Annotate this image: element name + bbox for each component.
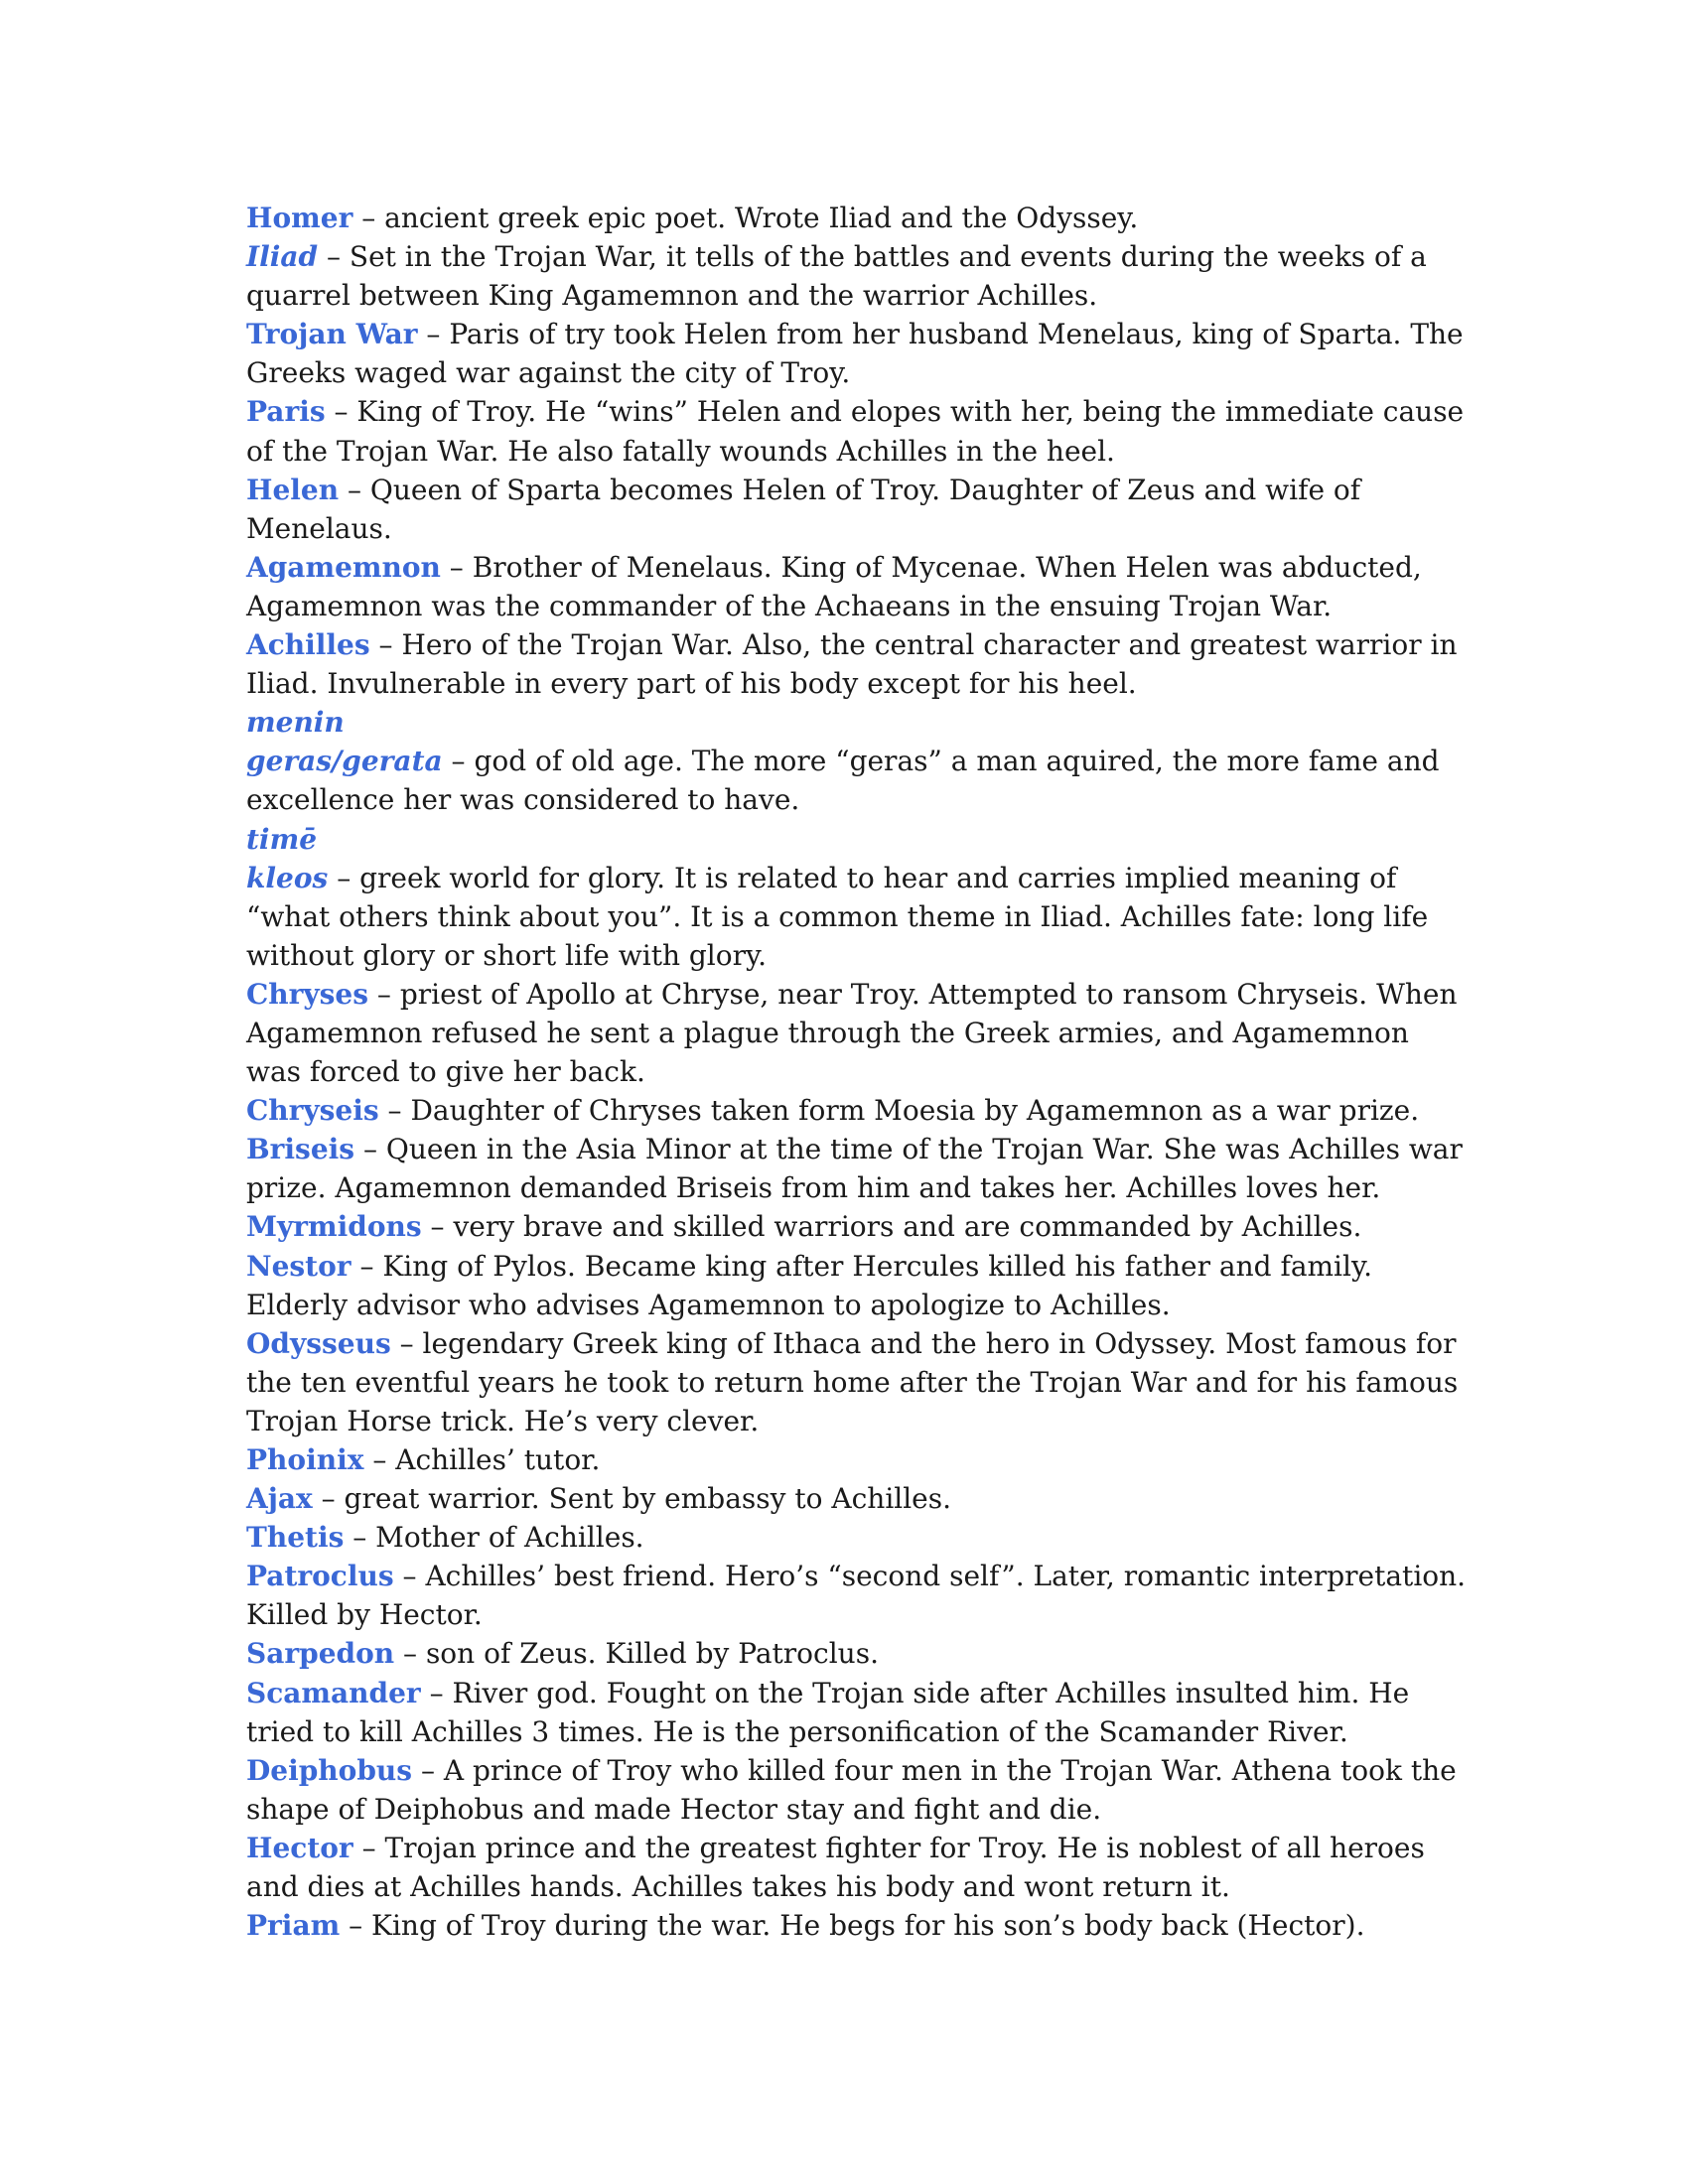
entry-sarpedon — [246, 1634, 1468, 1673]
term: Agamemnon — [246, 550, 441, 584]
entry-briseis — [246, 1130, 1468, 1207]
separator: – — [390, 1326, 423, 1360]
separator: – — [420, 1676, 453, 1709]
separator: – — [312, 1482, 345, 1516]
entry-paris — [246, 392, 1468, 470]
definition: Hero of the Trojan War. Also, the central character and greatest warrior in Iliad. Invulnerable in every part of his body except for his heel. — [246, 628, 1458, 701]
term: Iliad — [246, 240, 319, 274]
term: Priam — [246, 1909, 341, 1943]
term: Sarpedon — [246, 1637, 395, 1671]
definition: very brave and skilled warriors and are commanded by Achilles. — [453, 1210, 1362, 1244]
definition: Set in the Trojan War, it tells of the battles and events during the weeks of a quarrel between King Agamemnon and the warrior Achilles. — [246, 240, 1427, 313]
term: timē — [246, 822, 318, 856]
entry-deiphobus — [246, 1751, 1468, 1829]
definition: priest of Apollo at Chryse, near Troy. Attempted to ransom Chryseis. When Agamemnon refused he sent a plague through the Greek armies, and Agamemnon was forced to give her back. — [246, 977, 1458, 1089]
term: Patroclus — [246, 1560, 394, 1593]
separator: – — [378, 1094, 411, 1128]
term: geras/gerata — [246, 745, 443, 778]
definition: great warrior. Sent by embassy to Achilles. — [344, 1482, 952, 1516]
term: Chryseis — [246, 1094, 379, 1128]
definition: King of Pylos. Became king after Hercules killed his father and family. Elderly advisor who advises Agamemnon to apologize to Achilles. — [246, 1249, 1372, 1321]
separator: – — [417, 318, 450, 351]
entry-ajax — [246, 1479, 1468, 1518]
definition: King of Troy. He “wins” Helen and elopes with her, being the immediate cause of the Trojan War. He also fatally wounds Achilles in the heel. — [246, 395, 1465, 468]
separator: – — [351, 1249, 383, 1283]
entry-geras — [246, 742, 1468, 819]
separator: – — [412, 1753, 444, 1787]
definition: Achilles’ best friend. Hero’s “second self”. Later, romantic interpretation. Killed by Hector. — [246, 1560, 1467, 1632]
term: Paris — [246, 395, 326, 429]
separator: – — [393, 1560, 426, 1593]
separator: – — [440, 550, 473, 584]
definition: Brother of Menelaus. King of Mycenae. When Helen was abducted, Agamemnon was the commander of the Achaeans in the ensuing Trojan War. — [246, 550, 1422, 622]
term: Odysseus — [246, 1326, 391, 1360]
term: Briseis — [246, 1133, 355, 1166]
term: Phoinix — [246, 1443, 364, 1476]
separator: – — [339, 473, 370, 506]
entry-thetis — [246, 1518, 1468, 1557]
definition: son of Zeus. Killed by Patroclus. — [425, 1637, 879, 1671]
separator: – — [394, 1637, 426, 1671]
entry-menin — [246, 703, 1468, 742]
term: Chryses — [246, 977, 369, 1011]
separator: – — [325, 395, 357, 429]
term: Thetis — [246, 1521, 345, 1555]
term: Trojan War — [246, 318, 418, 351]
entry-agamemnon — [246, 548, 1468, 625]
separator: – — [354, 1133, 386, 1166]
separator: – — [369, 628, 402, 662]
entry-time — [246, 820, 1468, 859]
entry-nestor — [246, 1247, 1468, 1324]
definition: Mother of Achilles. — [375, 1521, 644, 1555]
term: kleos — [246, 861, 329, 894]
definition: greek world for glory. It is related to hear and carries implied meaning of “what others think about you”. It is a common theme in Iliad. Achilles fate: long life without glory or short life with glory. — [246, 861, 1429, 972]
term: Scamander — [246, 1676, 421, 1709]
entry-myrmidons — [246, 1207, 1468, 1246]
definition: Trojan prince and the greatest fighter for Troy. He is noblest of all heroes and dies at Achilles hands. Achilles takes his body and wont return it. — [246, 1831, 1425, 1904]
term: Deiphobus — [246, 1753, 413, 1787]
entry-odysseus — [246, 1324, 1468, 1440]
definition: god of old age. The more “geras” a man aquired, the more fame and excellence her was considered to have. — [246, 745, 1440, 817]
definition: Achilles’ tutor. — [395, 1443, 601, 1476]
entry-achilles — [246, 625, 1468, 703]
separator: – — [318, 240, 350, 274]
entry-chryseis — [246, 1091, 1468, 1130]
definition: Daughter of Chryses taken form Moesia by Agamemnon as a war prize. — [410, 1094, 1420, 1128]
separator: – — [363, 1443, 396, 1476]
definition: legendary Greek king of Ithaca and the hero in Odyssey. Most famous for the ten eventful years he took to return home after the Trojan War and for his famous Trojan Horse trick. He’s very clever. — [246, 1326, 1459, 1437]
entry-hector — [246, 1829, 1468, 1906]
entry-scamander — [246, 1674, 1468, 1751]
separator: – — [328, 861, 360, 894]
term: Achilles — [246, 628, 370, 662]
entry-iliad — [246, 237, 1468, 315]
entry-homer — [246, 199, 1468, 237]
definition: River god. Fought on the Trojan side after Achilles insulted him. He tried to kill Achilles 3 times. He is the personification of the Scamander River. — [246, 1676, 1410, 1748]
separator: – — [340, 1909, 372, 1943]
separator: – — [421, 1210, 454, 1244]
entry-phoinix — [246, 1440, 1468, 1479]
definition: Queen in the Asia Minor at the time of the Trojan War. She was Achilles war prize. Agamemnon demanded Briseis from him and takes her. Achilles loves her. — [246, 1133, 1463, 1205]
definition: Queen of Sparta becomes Helen of Troy. Daughter of Zeus and wife of Menelaus. — [246, 473, 1361, 545]
entry-helen — [246, 471, 1468, 548]
definition: ancient greek epic poet. Wrote Iliad and the Odyssey. — [384, 202, 1139, 234]
definition: A prince of Troy who killed four men in the Trojan War. Athena took the shape of Deiphobus and made Hector stay and fight and die. — [246, 1753, 1457, 1826]
definition: King of Troy during the war. He begs for his son’s body back (Hector). — [371, 1909, 1365, 1943]
glossary-page — [246, 199, 1468, 1945]
separator: – — [352, 1831, 385, 1864]
separator: – — [442, 745, 475, 778]
entry-patroclus — [246, 1557, 1468, 1634]
entry-chryses — [246, 975, 1468, 1091]
term: Nestor — [246, 1249, 352, 1283]
separator: – — [344, 1521, 376, 1555]
separator: – — [368, 977, 400, 1011]
term: Homer — [246, 202, 353, 234]
term: Ajax — [246, 1482, 313, 1516]
term: Helen — [246, 473, 340, 506]
entry-trojan-war — [246, 315, 1468, 392]
separator: – — [352, 202, 385, 234]
entry-kleos — [246, 859, 1468, 975]
term: Myrmidons — [246, 1210, 422, 1244]
term: menin — [246, 706, 345, 740]
definition: Paris of try took Helen from her husband Menelaus, king of Sparta. The Greeks waged war against the city of Troy. — [246, 318, 1464, 390]
term: Hector — [246, 1831, 353, 1864]
entry-priam — [246, 1906, 1468, 1945]
